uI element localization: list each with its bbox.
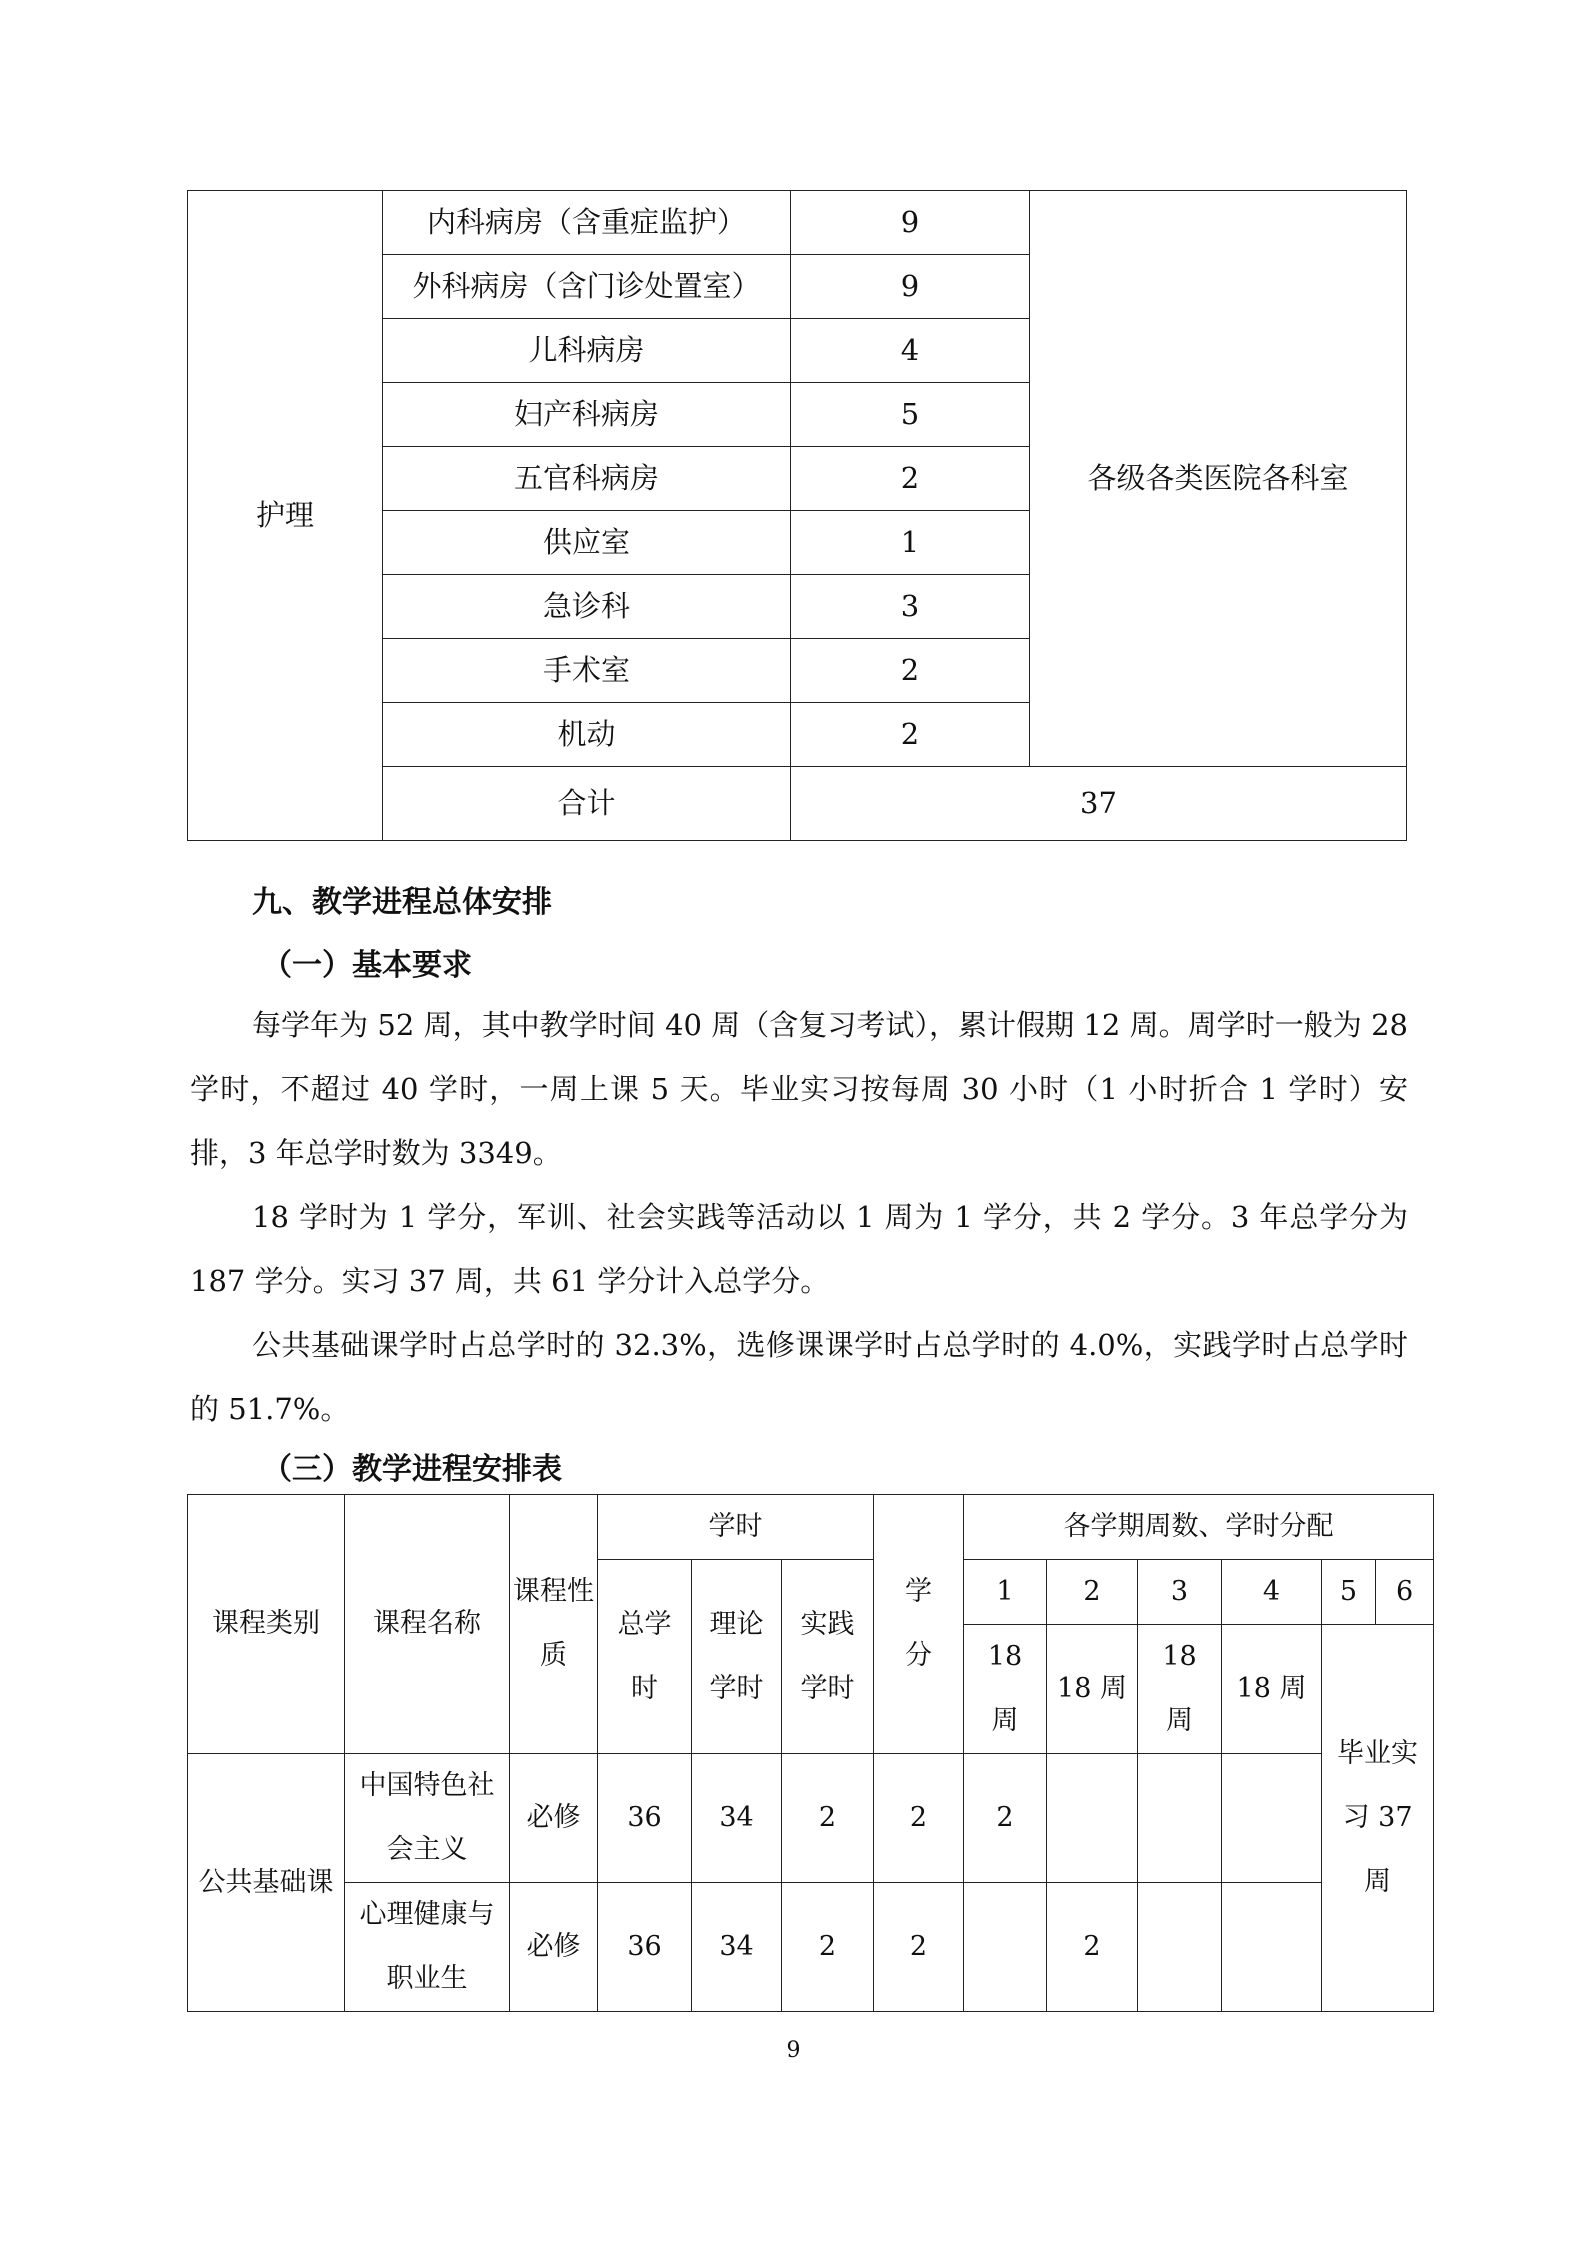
practice-hours-cell: 2 [782,1754,874,1883]
total-hours-cell: 36 [598,1883,692,2012]
department-cell: 供应室 [383,511,791,575]
semester-hours-cell [1047,1754,1138,1883]
department-cell: 手术室 [383,639,791,703]
header-category: 课程类别 [188,1495,345,1754]
header-course-name: 课程名称 [345,1495,510,1754]
semester-hours-cell: 2 [1047,1883,1138,2012]
semester-number: 4 [1222,1560,1322,1625]
total-value-cell: 37 [791,767,1407,841]
weeks-cell: 4 [791,319,1030,383]
department-cell: 儿科病房 [383,319,791,383]
theory-hours-cell: 34 [692,1883,782,2012]
header-total-hours: 总学时 [598,1560,692,1754]
course-nature-cell: 必修 [510,1754,598,1883]
internship-cell: 毕业实习 37 周 [1322,1625,1434,2012]
course-nature-cell: 必修 [510,1883,598,2012]
course-name-cell: 心理健康与职业生 [345,1883,510,2012]
internship-table [187,190,1407,841]
weeks-cell: 2 [791,447,1030,511]
header-hours: 学时 [598,1495,874,1560]
weeks-cell: 2 [791,639,1030,703]
paragraph-credits: 18 学时为 1 学分，军训、社会实践等活动以 1 周为 1 学分，共 2 学分。3 年总学分为 187 学分。实习 37 周，共 61 学分计入总学分。 [190,1200,1408,1298]
semester-hours-cell [964,1883,1047,2012]
semester-weeks: 18 周 [1047,1625,1138,1754]
credit-cell: 2 [874,1754,964,1883]
semester-weeks: 18 周 [964,1625,1047,1754]
department-cell: 内科病房（含重症监护） [383,191,791,255]
total-label-cell: 合计 [383,767,791,841]
semester-number: 6 [1376,1560,1434,1625]
schedule-table [187,1494,1434,2012]
theory-hours-cell: 34 [692,1754,782,1883]
semester-number: 1 [964,1560,1047,1625]
header-credit: 学分 [874,1495,964,1754]
header-theory-hours: 理论学时 [692,1560,782,1754]
paragraph-weeks: 每学年为 52 周，其中教学时间 40 周（含复习考试），累计假期 12 周。周学时一般为 28 学时，不超过 40 学时，一周上课 5 天。毕业实习按每周 30 小时（1 小时折合 1 学时）安排，3 年总学时数为 3349。 [190,1008,1408,1170]
header-practice-hours: 实践学时 [782,1560,874,1754]
page-number: 9 [786,2038,801,2063]
header-course-nature: 课程性质 [510,1495,598,1754]
section-title: 九、教学进程总体安排 [252,885,552,920]
semester-number: 5 [1322,1560,1376,1625]
course-name-cell: 中国特色社会主义 [345,1754,510,1883]
department-cell: 五官科病房 [383,447,791,511]
semester-hours-cell [1222,1883,1322,2012]
weeks-cell: 5 [791,383,1030,447]
weeks-cell: 9 [791,191,1030,255]
total-hours-cell: 36 [598,1754,692,1883]
location-cell: 各级各类医院各科室 [1030,191,1407,767]
semester-number: 3 [1138,1560,1222,1625]
weeks-cell: 1 [791,511,1030,575]
weeks-cell: 3 [791,575,1030,639]
department-cell: 急诊科 [383,575,791,639]
weeks-cell: 9 [791,255,1030,319]
category-cell: 护理 [188,191,383,841]
semester-hours-cell [1138,1883,1222,2012]
subsection-basic-requirements: （一）基本要求 [262,948,472,983]
header-semester-distribution: 各学期周数、学时分配 [964,1495,1434,1560]
paragraph-ratios: 公共基础课学时占总学时的 32.3%，选修课课学时占总学时的 4.0%，实践学时占总学时的 51.7%。 [190,1328,1408,1426]
weeks-cell: 2 [791,703,1030,767]
semester-number: 2 [1047,1560,1138,1625]
department-cell: 外科病房（含门诊处置室） [383,255,791,319]
semester-weeks: 18 周 [1222,1625,1322,1754]
group-cell: 公共基础课 [188,1754,345,2012]
semester-hours-cell [1222,1754,1322,1883]
semester-weeks: 18 周 [1138,1625,1222,1754]
department-cell: 机动 [383,703,791,767]
department-cell: 妇产科病房 [383,383,791,447]
credit-cell: 2 [874,1883,964,2012]
semester-hours-cell [1138,1754,1222,1883]
subsection-schedule-table: （三）教学进程安排表 [262,1452,562,1487]
semester-hours-cell: 2 [964,1754,1047,1883]
practice-hours-cell: 2 [782,1883,874,2012]
